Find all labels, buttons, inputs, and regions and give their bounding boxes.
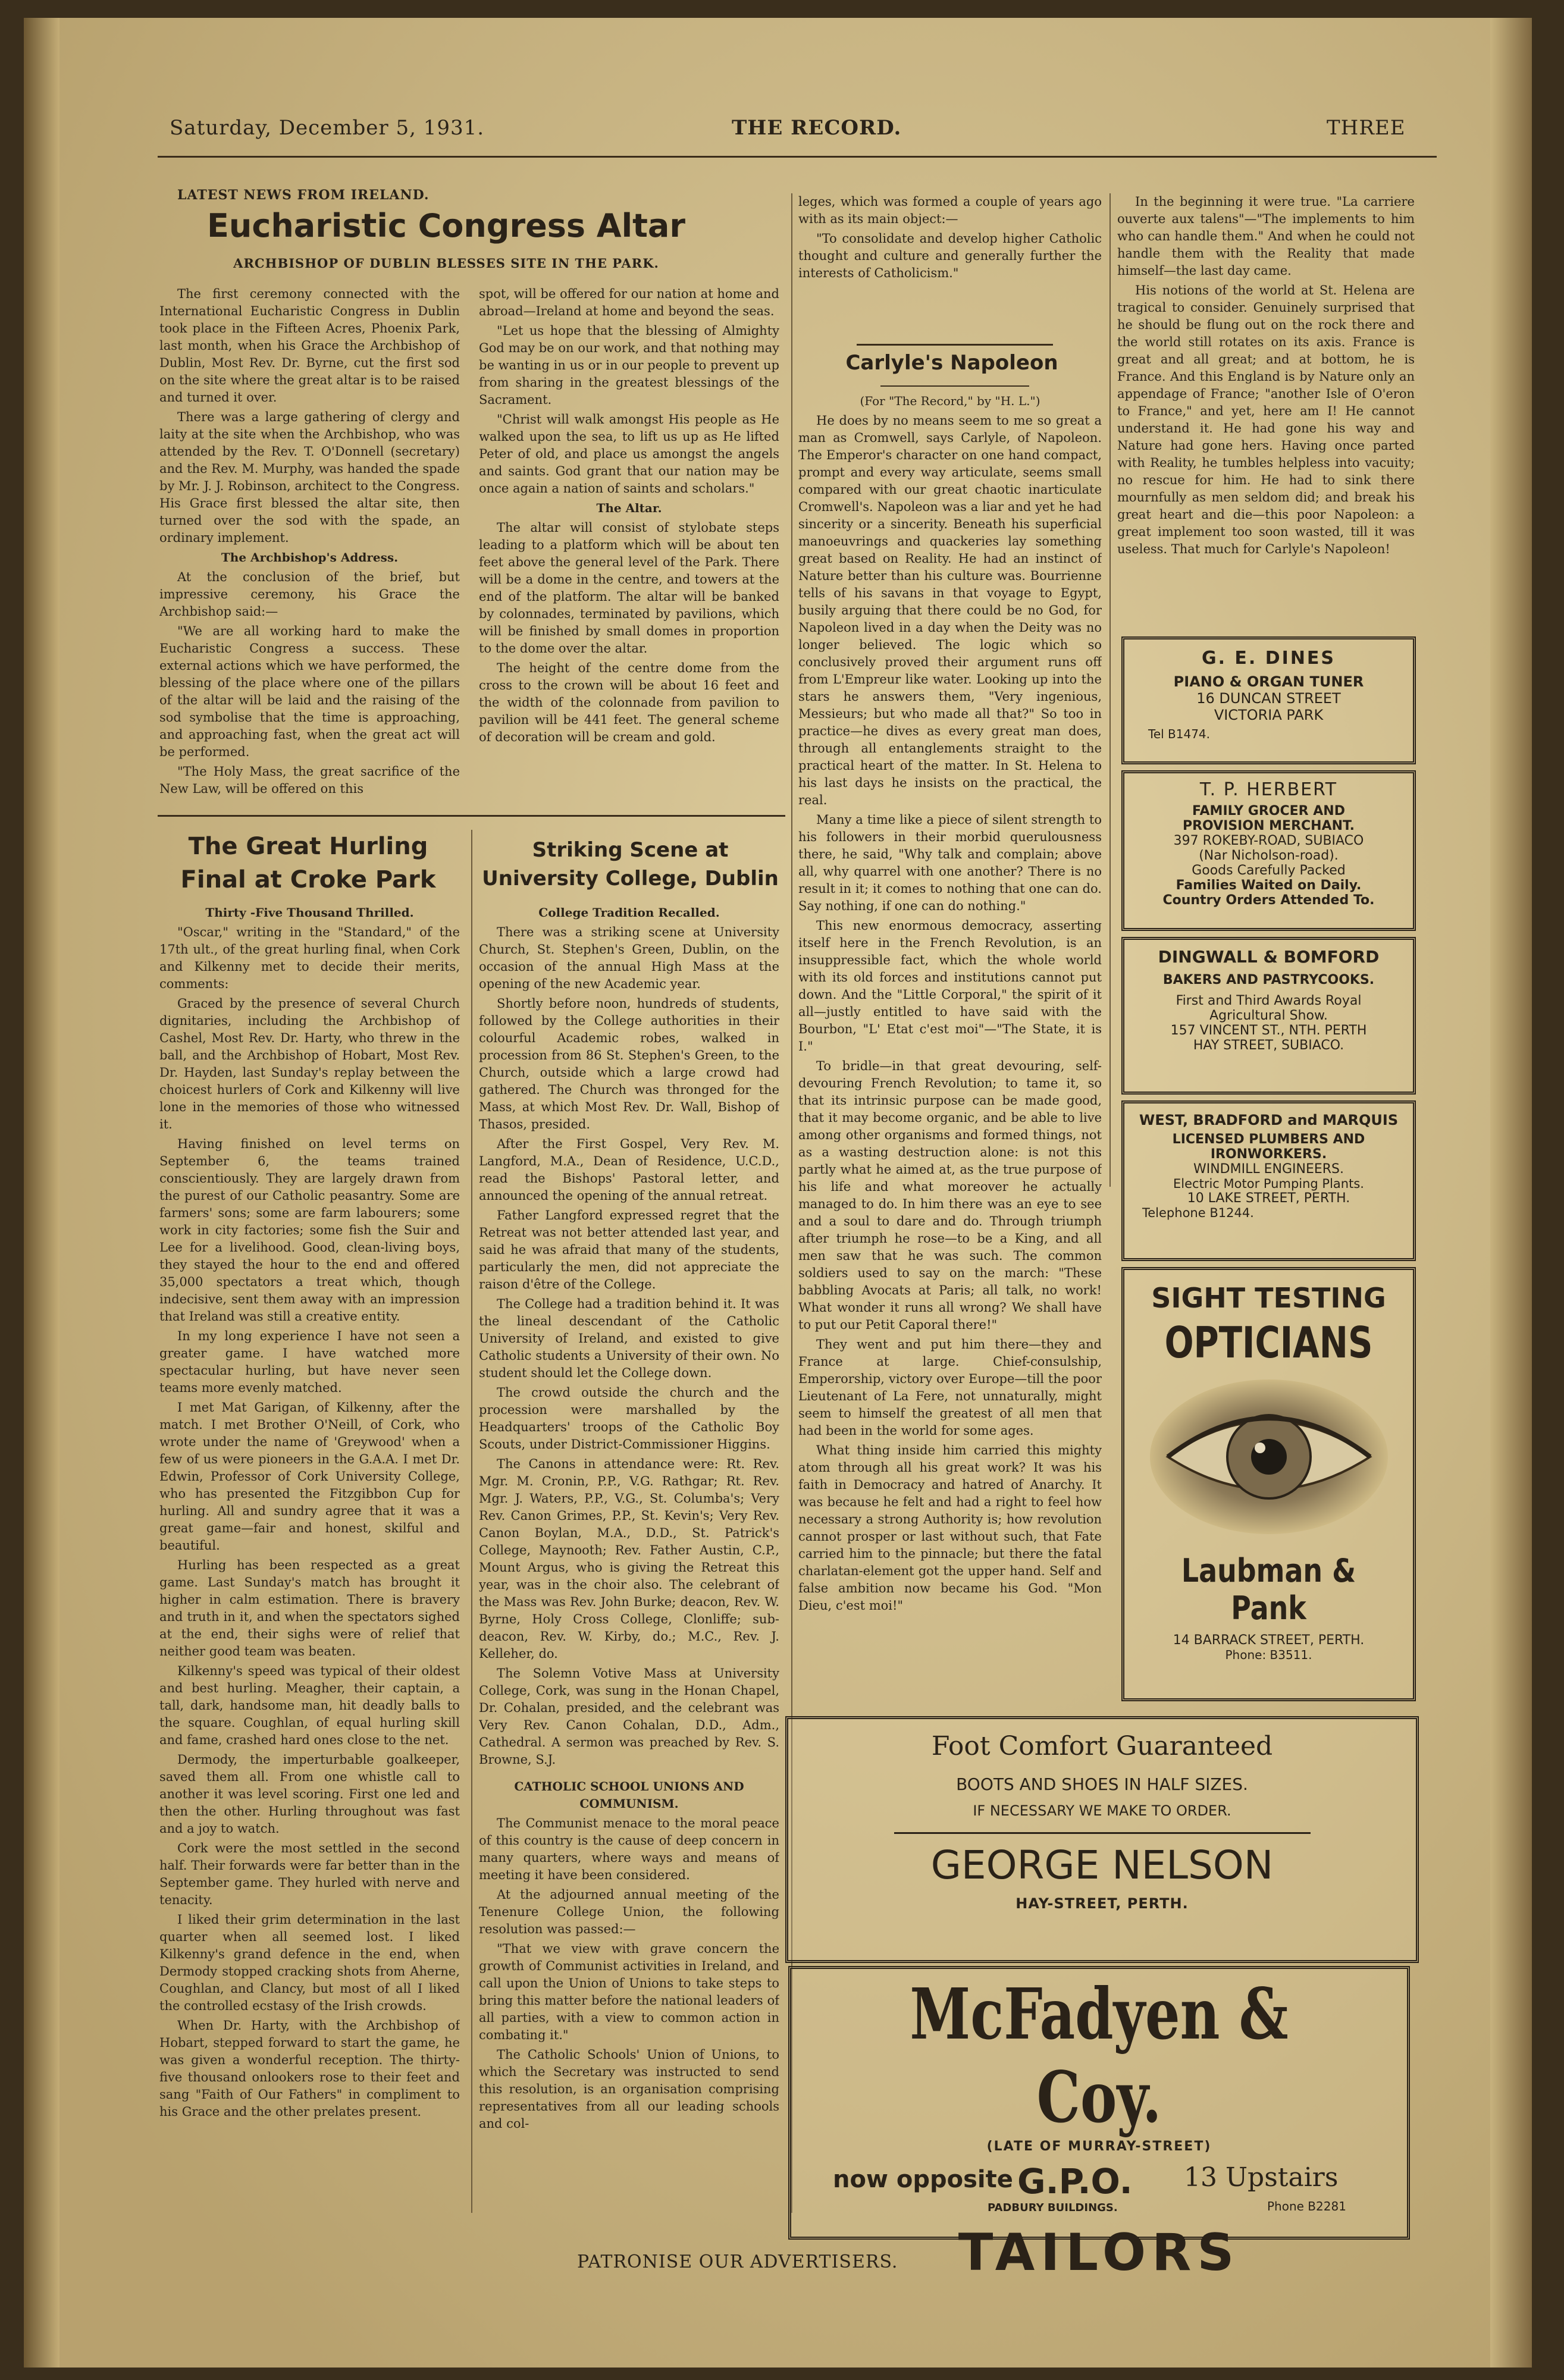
striking-para: The crowd outside the church and the procession were marshalled by the Headquarters' troops of the Catholic Boy Scouts, under District-Commissioner Higgins. <box>479 1385 779 1451</box>
ad-herbert-line: FAMILY GROCER AND <box>1192 804 1345 819</box>
striking-headline: Striking Scene at University College, Dublin <box>482 838 779 890</box>
header-date: Saturday, December 5, 1931. <box>170 116 485 140</box>
ad-optician-big: OPTICIANS <box>1164 1318 1373 1368</box>
ad-mcfadyen-upstairs: 13 Upstairs <box>1184 2162 1339 2193</box>
hurling-para: Dermody, the imperturbable goalkeeper, saved them all. From one whistle call to another it was level scoring. First one led and then the other. Hurling throughout was fast and a joy to watch. <box>159 1752 460 1836</box>
column-rule <box>471 830 472 2213</box>
ad-dines-name: G. E. DINES <box>1201 648 1336 669</box>
newspaper-page <box>24 18 1532 2368</box>
eucharist-subhead: ARCHBISHOP OF DUBLIN BLESSES SITE IN THE PARK. <box>233 256 659 271</box>
ad-herbert-line: PROVISION MERCHANT. <box>1182 819 1355 833</box>
eucharist-para: There was a large gathering of clergy and laity at the site when the Archbishop, who was attended by the Rev. T. O'Donnell (secretary) and the Rev. M. Murphy, was handed the spade by Mr. J. J. Robinson, architect to the Congress. His Grace first blessed the altar site, then turned over the sod with the spade, an ordinary implement. <box>159 410 460 545</box>
ad-mcfadyen-opposite: now opposite <box>833 2166 1013 2193</box>
ad-herbert-line: 397 ROKEBY-ROAD, SUBIACO <box>1173 833 1364 848</box>
continued-para: "To consolidate and develop higher Catholic thought and culture and generally further the interests of Catholicism." <box>798 231 1102 280</box>
eucharist-headline: Eucharistic Congress Altar <box>207 207 685 244</box>
carlyle-para: Many a time like a piece of silent strength to his followers in their morbid querulousness there, he said, "Why talk and complain; above all, why quarrel with one another? There is no result in it; it comes to nothing that one can do. Say nothing, if one can do nothing." <box>798 813 1102 913</box>
eucharist-column-2 <box>479 286 779 809</box>
eucharist-para: "The Holy Mass, the great sacrifice of the New Law, will be offered on this <box>159 764 460 796</box>
ad-west-line: WINDMILL ENGINEERS. <box>1193 1162 1344 1177</box>
ad-dingwall-line: First and Third Awards Royal <box>1176 993 1362 1008</box>
ad-herbert-line: (Nar Nicholson-road). <box>1199 848 1339 863</box>
ad-mcfadyen-late: (LATE OF MURRAY-STREET) <box>986 2139 1212 2154</box>
eucharist-para: The altar will consist of stylobate steps leading to a platform which will be about ten feet above the general level of the Park. There will be a dome in the centre, and towers at the end of the platform. The altar will be banked by colonnades, terminated by pavilions, which will be finished by small domes in proportion to the dome over the altar. <box>479 520 779 656</box>
ad-mcfadyen-name: McFadyen & Coy. <box>910 1973 1289 2138</box>
ad-nelson-rule <box>894 1832 1311 1834</box>
ad-dines <box>1121 636 1416 764</box>
catholic-para: The Catholic Schools' Union of Unions, to which the Secretary was instructed to send this resolution, is an organisation comprising representatives from all our leading schools and col- <box>479 2047 779 2131</box>
striking-column <box>479 904 779 2228</box>
ad-dingwall-line: 157 VINCENT ST., NTH. PERTH <box>1170 1023 1367 1038</box>
hurling-para: Having finished on level terms on September 6, the teams trained conscientiously. They are largely drawn from the purest of our Catholic peasantry. Some are farmers' sons; some are farm labourers; some work in city factories; some fish the Suir and Lee for a livelihood. Good, clean-living boys, they stayed the hour to the end and offered 35,000 spectators a treat which, though indecisive, sent them away with an impression that Ireland was still a creative entity. <box>159 1137 460 1324</box>
binding-spine <box>24 18 59 2368</box>
carlyle-byline: (For "The Record," by "H. L.") <box>860 394 1040 408</box>
ad-dingwall <box>1121 937 1416 1095</box>
ad-west-line: 10 LAKE STREET, PERTH. <box>1187 1191 1350 1206</box>
hurling-para: When Dr. Harty, with the Archbishop of Hobart, stepped forward to start the game, he was given a wonderful reception. The thirty-five thousand onlookers rose to their feet and sang "Faith of Our Fathers" in compliment to his Grace and the other prelates present. <box>159 2018 460 2119</box>
header-title: THE RECORD. <box>732 116 902 140</box>
ad-mcfadyen-gpo: G.P.O. <box>1017 2161 1133 2202</box>
ad-dines-trade: PIANO & ORGAN TUNER <box>1173 673 1364 690</box>
catholic-para: The Communist menace to the moral peace of this country is the cause of deep concern in many quarters, where ways and means of meeting it have been considered. <box>479 1816 779 1882</box>
striking-para: The College had a tradition behind it. It was the lineal descendant of the Catholic University of Ireland, and existed to give Catholic students a University of their own. No student should let the College down. <box>479 1297 779 1380</box>
hurling-para: Kilkenny's speed was typical of their oldest and best hurling. Meagher, their captain, a tall, dark, handsome man, hit deadly balls to the square. Coughlan, of equal hurling skill and fame, crashed hard ones close to the net. <box>159 1664 460 1747</box>
continued-para: leges, which was formed a couple of years ago with as its main object:— <box>798 195 1102 226</box>
ad-herbert-name: T. P. HERBERT <box>1199 779 1338 800</box>
carlyle-para: His notions of the world at St. Helena are tragical to consider. Genuinely surprised that he should be flung out on the rock there and the world still rotates on its axis. France is great and all great; and at bottom, he is France. And this England is by Nature only an appendage of France; "another Isle of O'eron to France," and yet, here am I! He cannot understand it. He had gone his way and Nature had gone hers. Having once parted with Reality, he tumbles helpless into vacuity; no rescue for him. He had to sink there mournfully as men seldom did; and break his great heart and die—this poor Napoleon: a great implement too soon wasted, till it was useless. That much for Carlyle's Napoleon! <box>1117 283 1415 556</box>
ad-west-line: IRONWORKERS. <box>1210 1147 1327 1162</box>
hurling-para: I met Mat Garigan, of Kilkenny, after the match. I met Brother O'Neill, of Cork, who wrote under the name of 'Greywood' when a few of us were pioneers in the G.A.A. I met Dr. Edwin, Professor of Cork University College, who has presented the Fitzgibbon Cup for hurling. All and sundry agree that it was a great game—fair and honest, skilful and beautiful. <box>159 1400 460 1553</box>
ad-dines-phone: Tel B1474. <box>1148 727 1211 741</box>
eucharist-para: The first ceremony connected with the International Eucharistic Congress in Dublin took place in the Fifteen Acres, Phoenix Park, last month, when his Grace the Archbishop of Dublin, Most Rev. Dr. Byrne, cut the first sod on the site where the great altar is to be raised and turned it over. <box>159 287 460 404</box>
header-rule <box>158 156 1437 158</box>
ad-nelson-line: IF NECESSARY WE MAKE TO ORDER. <box>973 1802 1231 1819</box>
striking-subhead: College Tradition Recalled. <box>538 905 720 920</box>
carlyle-para: He does by no means seem to me so great a man as Cromwell, says Carlyle, of Napoleon. The Emperor's character on one hand compact, prompt and every way articulate, seems small compared with our great chaotic inarticulate Cromwell's. Napoleon was a liar and yet he had sincerity or a sincerity. Beneath his superficial manoeuvrings and quackeries lay something great based on Reality. He had an instinct of Nature better than his culture was. Bourrienne tells of his savans in that voyage to Egypt, busily arguing that there could be no God, for Napoleon lived in a day when the Deity was no longer believed. The logic which so conclusively proved their argument runs off from L'Empreur like water. Looking up into the stars he answers them, "Very ingenious, Messieurs; but who made all that?" So too in practice—he dives as every great man does, through all entanglements straight to the practical heart of the matter. In St. Helena to his last days he insists on the practical, the real. <box>798 413 1102 807</box>
ad-mcfadyen-tailors: TAILORS <box>958 2223 1240 2282</box>
hurling-para: In my long experience I have not seen a greater game. I have watched more spectacular hurling, but have never seen teams more evenly matched. <box>159 1329 460 1395</box>
striking-para: Father Langford expressed regret that the Retreat was not better attended last year, and said he was afraid that many of the students, particularly the men, did not appreciate the raison d'être of the College. <box>479 1208 779 1291</box>
ad-herbert-line: Goods Carefully Packed <box>1192 863 1346 878</box>
ad-herbert <box>1121 770 1416 931</box>
hurling-para: Hurling has been respected as a great game. Last Sunday's match has brought it higher in calm estimation. There is bravery and truth in it, and when the spectators sighed at the end, their sighs were of relief that neither good team was beaten. <box>159 1558 460 1658</box>
ad-george-nelson <box>785 1716 1419 1963</box>
carlyle-rule <box>880 385 1029 387</box>
ad-mcfadyen <box>788 1966 1410 2282</box>
ad-dines-suburb: VICTORIA PARK <box>1214 707 1324 723</box>
column-rule <box>1109 193 1111 1187</box>
ad-west-name: WEST, BRADFORD and MARQUIS <box>1139 1112 1399 1128</box>
ad-dingwall-line: BAKERS AND PASTRYCOOKS. <box>1162 973 1375 987</box>
ad-nelson-title: Foot Comfort Guaranteed <box>931 1731 1273 1761</box>
hurling-para: Graced by the presence of several Church dignitaries, including the Archbishop of Cashel, Most Rev. Dr. Harty, who threw in the ball, and the Archbishop of Hobart, Most Rev. Dr. Hayden, last Sunday's replay between the choicest hurlers of Cork and Kilkenny will live lone in the memories of those who witnessed it. <box>159 996 460 1131</box>
carlyle-para: They went and put him there—they and France at large. Chief-consulship, Emperorship, victory over Europe—till the poor Lieutenant of La Fere, not unnaturally, might seem to himself the greatest of all men that had been in the world for some ages. <box>798 1337 1102 1438</box>
section-divider <box>158 815 785 817</box>
ad-optician-name: Laubman & Pank <box>1181 1552 1356 1627</box>
ad-nelson-street: HAY-STREET, PERTH. <box>1015 1895 1189 1912</box>
hurling-column <box>159 904 460 2228</box>
section-kicker: LATEST NEWS FROM IRELAND. <box>177 187 430 203</box>
eucharist-column-1 <box>159 286 460 809</box>
eucharist-para: The height of the centre dome from the cross to the crown will be about 16 feet and the width of the colonnade from pavilion to pavilion will be 441 feet. The general scheme of decoration will be cream and gold. <box>479 661 779 744</box>
ad-dingwall-name: DINGWALL & BOMFORD <box>1158 947 1380 967</box>
ad-optician-address: 14 BARRACK STREET, PERTH. <box>1173 1633 1365 1648</box>
column-4-top <box>1117 193 1415 639</box>
eucharist-para: "Let us hope that the blessing of Almighty God may be on our work, and that nothing may be wanting in us or in our people to prevent up from sharing in the greatest blessings of the Sacrament. <box>479 324 779 407</box>
footer-text: PATRONISE OUR ADVERTISERS. <box>577 2252 898 2272</box>
eucharist-para: spot, will be offered for our nation at home and abroad—Ireland at home and beyond the seas. <box>479 287 779 318</box>
ad-west-phone: Telephone B1244. <box>1142 1206 1254 1220</box>
carlyle-para: To bridle—in that great devouring, self-devouring French Revolution; to tame it, so that its intrinsic purpose can be made good, that it may become organic, and be able to live among other organisms and formed things, not as a wasting destruction alone: is not this partly what he aimed at, as the true purpose of his life and what moreover he actually managed to do. In him there was an eye to see and a soul to dare and do. Through triumph after triumph he rose—to be a King, and all men saw that he was such. The common soldiers used to say on the march: "These babbling Avocats at Paris; all talk, no work! What wonder it runs all wrong? We shall have to put our Petit Caporal there!" <box>798 1059 1102 1332</box>
ad-mcfadyen-building: PADBURY BUILDINGS. <box>988 2202 1118 2214</box>
carlyle-rule <box>857 344 1053 346</box>
striking-para: After the First Gospel, Very Rev. M. Langford, M.A., Dean of Residence, U.C.D., read the Bishops' Pastoral letter, and announced the opening of the annual retreat. <box>479 1137 779 1203</box>
carlyle-para: In the beginning it were true. "La carriere ouverte aux talens"—"The implements to him who can handle them." And when he could not handle them with the Reality that made himself—the last day came. <box>1117 195 1415 278</box>
catholic-para: "That we view with grave concern the growth of Communist activities in Ireland, and call upon the Union of Unions to take steps to bring this matter before the national leaders of all parties, with a view to common action in combating it." <box>479 1942 779 2042</box>
ad-dingwall-line: Agricultural Show. <box>1209 1008 1328 1023</box>
ad-nelson-name: GEORGE NELSON <box>930 1842 1274 1888</box>
eucharist-para: At the conclusion of the brief, but impressive ceremony, his Grace the Archbishop said:— <box>159 570 460 619</box>
carlyle-headline: Carlyle's Napoleon <box>845 351 1058 375</box>
striking-para: Shortly before noon, hundreds of students, followed by the College authorities in their colourful Academic robes, walked in procession from 86 St. Stephen's Green, to the Church, outside which a large crowd had gathered. The Church was thronged for the Mass, at which Most Rev. Dr. Wall, Bishop of Thasos, presided. <box>479 996 779 1131</box>
eucharist-para: "Christ will walk amongst His people as He walked upon the sea, to lift us up as He lifted Peter of old, and place us amongst the angels and saints. God grant that our nation may be once again a nation of saints and scholars." <box>479 412 779 496</box>
catholic-headline: CATHOLIC SCHOOL UNIONS AND COMMUNISM. <box>514 1779 744 1811</box>
hurling-subhead: Thirty -Five Thousand Thrilled. <box>205 905 414 920</box>
hurling-headline: The Great Hurling Final at Croke Park <box>180 833 436 893</box>
ad-laubman-pank <box>1121 1267 1416 1701</box>
ad-west-line: Electric Motor Pumping Plants. <box>1173 1177 1364 1191</box>
hurling-para: Cork were the most settled in the second half. Their forwards were far better than in the September game. They hurled with nerve and tenacity. <box>159 1841 460 1907</box>
ad-west-bradford <box>1121 1100 1416 1261</box>
page-edge <box>1490 18 1532 2368</box>
ad-dines-street: 16 DUNCAN STREET <box>1196 690 1341 707</box>
striking-para: The Solemn Votive Mass at University College, Cork, was sung in the Honan Chapel, Dr. Cohalan, presided, and the celebrant was Very Rev. Canon Cohalan, D.D., Adm., Cathedral. A sermon was preached by Rev. S. Browne, S.J. <box>479 1666 779 1767</box>
column-3-top <box>798 193 1102 336</box>
striking-para: There was a striking scene at University Church, St. Stephen's Green, Dublin, on the occasion of the annual High Mass at the opening of the new Academic year. <box>479 925 779 991</box>
catholic-para: At the adjourned annual meeting of the Tenenure College Union, the following resolution was passed:— <box>479 1887 779 1936</box>
eucharist-subheading: The Archbishop's Address. <box>221 550 399 565</box>
ad-herbert-line: Families Waited on Daily. <box>1176 878 1362 893</box>
eucharist-subheading: The Altar. <box>596 501 662 515</box>
ad-optician-phone: Phone: B3511. <box>1225 1648 1312 1662</box>
eye-icon <box>1144 1374 1394 1540</box>
hurling-para: "Oscar," writing in the "Standard," of the 17th ult., of the great hurling final, when Cork and Kilkenny met to decide their merits, comments: <box>159 925 460 991</box>
ad-dingwall-line: HAY STREET, SUBIACO. <box>1193 1038 1344 1053</box>
ad-herbert-line: Country Orders Attended To. <box>1162 893 1375 908</box>
eucharist-para: "We are all working hard to make the Eucharistic Congress a success. These external actions which we have performed, the blessing of the place where one of the pillars of the altar will be laid and the raising of the sod symbolise that the time is approaching, and approaching fast, when the great act will be performed. <box>159 624 460 759</box>
striking-para: The Canons in attendance were: Rt. Rev. Mgr. M. Cronin, P.P., V.G. Rathgar; Rt. Rev. Mgr. J. Waters, P.P., V.G., St. Columba's; Very Rev. Canon Grimes, P.P., St. Kevin's; Very Rev. Canon Boylan, M.A., D.D., St. Patrick's College, Maynooth; Rev. Father Austin, C.P., Mount Argus, who is giving the Retreat this year, was in the choir also. The celebrant of the Mass was Rev. John Burke; deacon, Rev. W. Byrne, Holy Cross College, Clonliffe; sub-deacon, Rev. W. Kirby, do.; M.C., Rev. J. Kelleher, do. <box>479 1457 779 1661</box>
ad-optician-top: SIGHT TESTING <box>1151 1282 1386 1314</box>
carlyle-para: This new enormous democracy, asserting itself here in the French Revolution, is an insuppressible fact, which the whole world with its old forces and institutions cannot put down. And the "Little Corporal," the spirit of it all—justly entitled to have said with the Bourbon, "L' Etat c'est moi"—"The State, it is I." <box>798 918 1102 1053</box>
hurling-para: I liked their grim determination in the last quarter when all seemed lost. I liked Kilkenny's grand defence in the end, when Dermody stopped cracking shots from Aherne, Coughlan, and Clancy, but most of all I liked the controlled ecstasy of the Irish crowds. <box>159 1912 460 2013</box>
carlyle-para: What thing inside him carried this mighty atom through all his great work? It was his faith in Democracy and hatred of Anarchy. It was because he felt and had a right to feel how necessary a strong Authority is; how revolution cannot prosper or last without such, that Fate carried him to the pinnacle; but there the fatal charlatan-element got the upper hand. Self and false ambition now became his God. "Mon Dieu, c'est moi!" <box>798 1443 1102 1613</box>
ad-mcfadyen-phone: Phone B2281 <box>1267 2199 1346 2213</box>
ad-nelson-line: BOOTS AND SHOES IN HALF SIZES. <box>956 1774 1248 1794</box>
ad-west-line: LICENSED PLUMBERS AND <box>1172 1132 1365 1147</box>
header-page-number: THREE <box>1327 116 1406 140</box>
